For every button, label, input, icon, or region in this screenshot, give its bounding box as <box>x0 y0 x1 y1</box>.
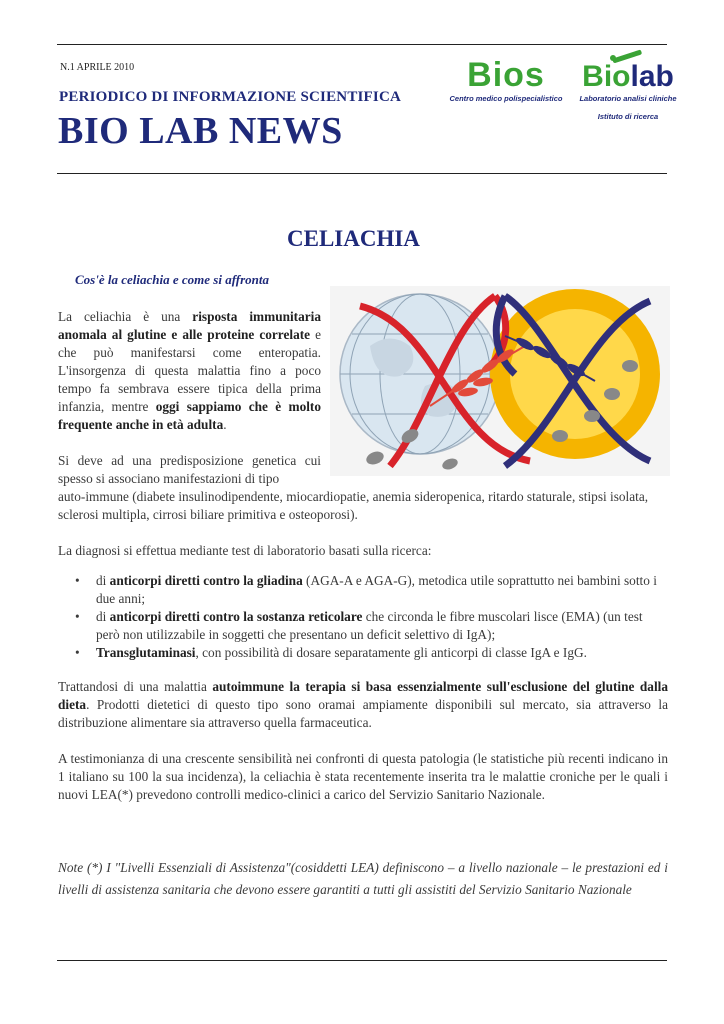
issue-label: N.1 APRILE 2010 <box>60 62 135 73</box>
list-item-text: che circonda le fibre muscolari lisce (EMA) (un test però non utilizzabile in soggetti che presentano un deficit selettivo di IgA); <box>96 609 643 642</box>
top-rule <box>57 44 667 45</box>
paragraph-genetics-start: Si deve ad una predisposizione genetica cui spesso si associano manifestazioni di tipo <box>58 453 321 486</box>
biolab-logo-wordmark <box>578 62 678 92</box>
list-item <box>58 644 668 662</box>
biolab-logo-word-bio: Bio <box>582 60 631 93</box>
bios-logo-word: Bios <box>467 56 545 94</box>
celiac-illustration <box>330 286 670 476</box>
list-item <box>58 572 668 608</box>
intro-text-3: . <box>223 417 227 432</box>
list-item-bold: anticorpi diretti contro la sostanza reticolare <box>109 609 363 624</box>
diagnosis-test-list <box>58 572 668 662</box>
list-item-text: di <box>96 609 110 624</box>
paragraph-lea: A testimonianza di una crescente sensibilità nei confronti di questa patologia (le statistiche più recenti indicano in 1 italiano su 100 la sua incidenza), la celiachia è stata recentemente inserita tra le malattie croniche per le quali i nuovi LEA(*) prevedono controlli medico-clinici a carico del Servizio Sanitario Nazionale. <box>58 751 668 802</box>
therapy-text-1: Trattandosi di una malattia <box>58 679 213 694</box>
periodical-tagline: PERIODICO DI INFORMAZIONE SCIENTIFICA <box>59 89 402 105</box>
intro-text-1: La celiachia è una <box>58 309 193 324</box>
biolab-logo-subtitle: Laboratorio analisi cliniche <box>579 94 677 103</box>
article-subtitle: Cos'è la celiachia e come si affronta <box>75 272 270 287</box>
masthead-title: BIO LAB NEWS <box>58 110 343 152</box>
paragraph-diagnosis: La diagnosi si effettua mediante test di laboratorio basati sulla ricerca: <box>58 543 432 558</box>
list-item-bold: Transglutaminasi <box>96 645 196 660</box>
list-item-text: , con possibilità di dosare separatamente gli anticorpi di classe IgA e IgG. <box>195 645 587 660</box>
article-title: CELIACHIA <box>287 226 420 251</box>
bios-logo-subtitle: Centro medico polispecialistico <box>449 94 563 103</box>
biolab-logo-subtitle-2: Istituto di ricerca <box>597 112 659 121</box>
paragraph-therapy <box>58 678 668 732</box>
footnote-lea: Note (*) I "Livelli Essenziali di Assistenza"(cosiddetti LEA) definiscono – a livello nazionale – le prestazioni ed i livelli di assistenza sanitaria che devono essere garantiti a tutti gli assistiti del Servizio Sanitario Nazionale <box>58 860 668 897</box>
paragraph-genetics-rest: auto-immune (diabete insulinodipendente, miocardiopatie, anemia sideropenica, ritardo staturale, stipsi isolata, sclerosi multipla, cirrosi biliare primitiva e osteoporosi). <box>58 489 649 522</box>
therapy-bold: autoimmune la terapia si basa essenzialmente sull'esclusione del glutine dalla dieta <box>58 679 668 712</box>
list-item-text: di <box>96 573 110 588</box>
intro-bold-1: risposta immunitaria anomala al glutine e alle proteine correlate <box>58 309 321 342</box>
bullet-icon: • <box>75 573 80 588</box>
biolab-logo <box>578 48 678 121</box>
list-item-bold: anticorpi diretti contro la gliadina <box>109 573 303 588</box>
biolab-logo-word-lab: lab <box>630 60 674 93</box>
bullet-icon: • <box>75 609 80 624</box>
intro-bold-2: oggi sappiamo che è molto frequente anche in età adulta <box>58 399 321 432</box>
footer-rule <box>57 960 667 961</box>
list-item-text: (AGA-A e AGA-G), metodica utile soprattutto nei bambini sotto i due anni; <box>96 573 657 606</box>
bullet-icon: • <box>75 645 80 660</box>
list-item <box>58 608 668 644</box>
paragraph-intro <box>58 308 321 434</box>
therapy-text-2: . Prodotti dietetici di questo tipo sono oramai ampiamente disponibili sul mercato, sia attraverso la distribuzione alimentare sia attraverso quella farmaceutica. <box>58 697 668 730</box>
header-bottom-rule <box>57 173 667 174</box>
intro-text-2: e che può manifestarsi come enteropatia. L'insorgenza di questa malattia fino a poco tempo fa sembrava essere tipica della prima infanzia, mentre <box>58 327 321 414</box>
bios-logo <box>448 58 564 103</box>
